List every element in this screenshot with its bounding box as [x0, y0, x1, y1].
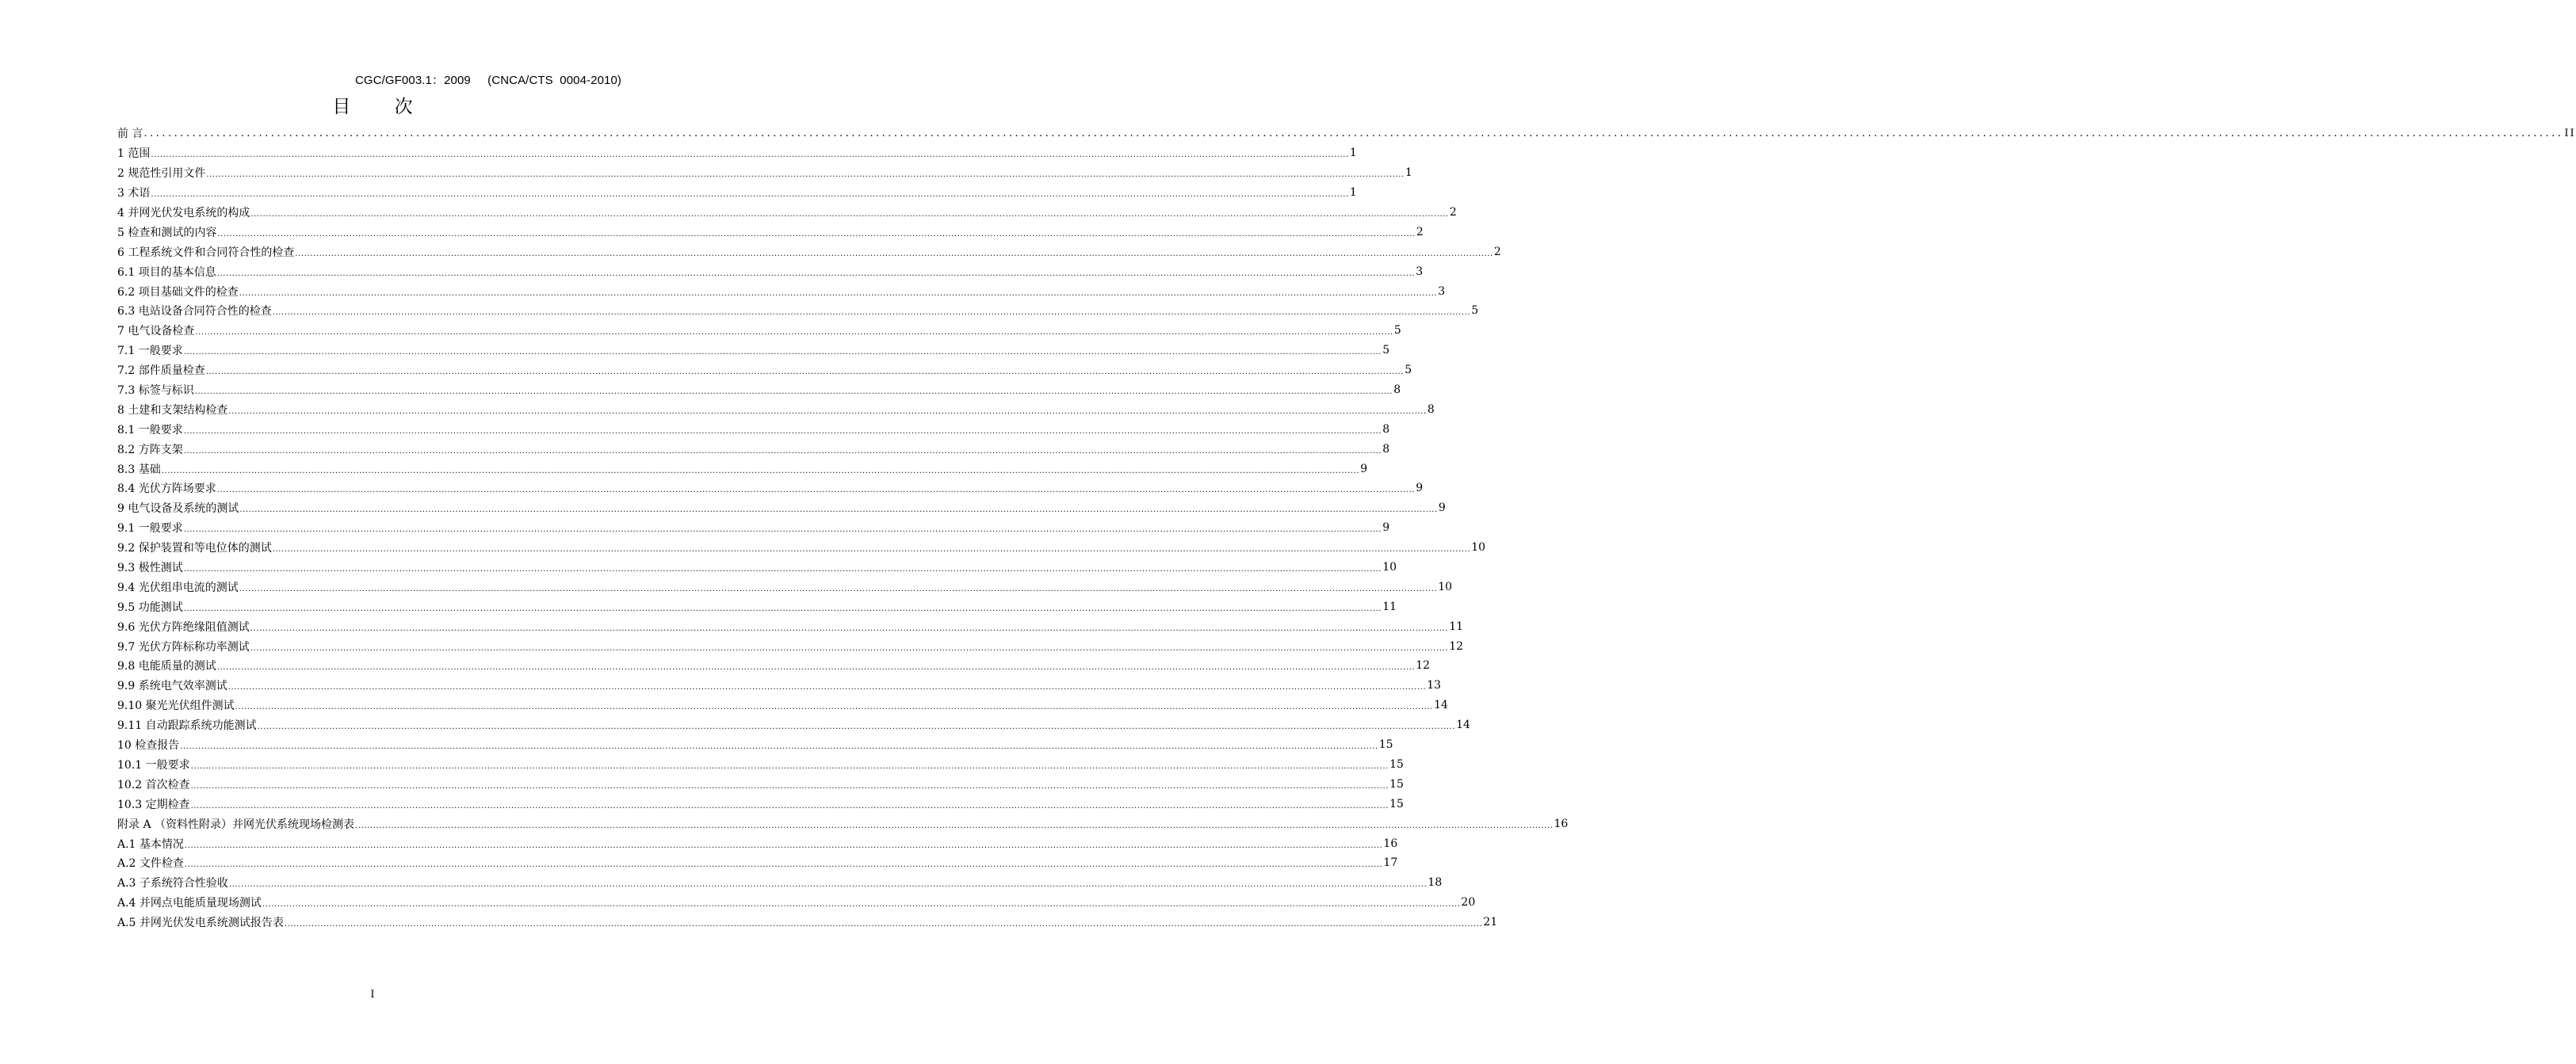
toc-entry-page: 5	[1393, 324, 1401, 338]
toc-entry-page: 2	[1449, 206, 1457, 219]
toc-entry-page: 14	[1456, 719, 1470, 732]
toc-leader-dots: ................................................................................................................................................................................................................................................................................................................................................................................................................	[183, 604, 1382, 613]
toc-leader-dots: ................................................................................................................................................................................................................................................................................................................................................................................................................	[190, 801, 1389, 810]
toc-leader-dots: ................................................................................................................................................................................................................................................................................................................................................................................................................	[184, 860, 1383, 870]
toc-leader-dots: ................................................................................................................................................................................................................................................................................................................................................................................................................	[216, 486, 1416, 495]
toc-entry-label: 2 规范性引用文件	[117, 167, 206, 181]
toc-entry-label: 9.5 功能测试	[117, 601, 183, 614]
toc-entry-page: 2	[1493, 245, 1501, 258]
toc-entry-page: 8	[1382, 442, 1390, 456]
toc-entry-page: 1	[1349, 147, 1357, 160]
toc-leader-dots: ................................................................................................................................................................................................................................................................................................................................................................................................................	[250, 210, 1449, 219]
toc-entry-page: 1	[1405, 166, 1412, 180]
document-code-header: CGC/GF003.1：2009 (CNCA/CTS 0004-2010)	[355, 74, 622, 87]
toc-entry-label: 6 工程系统文件和合同符合性的检查	[117, 246, 295, 259]
toc-entry-label: A.3 子系统符合性验收	[117, 877, 228, 890]
toc-leader-dots: ................................................................................................................................................................................................................................................................................................................................................................................................................	[194, 387, 1393, 397]
toc-leader-dots: ................................................................................................................................................................................................................................................................................................................................................................................................................	[206, 170, 1405, 180]
toc-entry[interactable]	[117, 558, 1397, 578]
toc-entry-page: 12	[1416, 659, 1431, 673]
toc-leader-dots: ................................................................................................................................................................................................................................................................................................................................................................................................................	[250, 643, 1449, 653]
toc-entry[interactable]	[117, 419, 1390, 439]
toc-leader-dots: ................................................................................................................................................................................................................................................................................................................................................................................................................	[239, 505, 1438, 515]
toc-leader-dots: ................................................................................................................................................................................................................................................................................................................................................................................................................	[195, 328, 1393, 338]
toc-entry-label: 9.9 系统电气效率测试	[117, 680, 227, 693]
toc-entry-label: 10 检查报告	[117, 739, 180, 753]
toc-entry[interactable]	[117, 321, 1401, 341]
toc-leader-dots: ................................................................................................................................................................................................................................................................................................................................................................................................................	[272, 308, 1471, 318]
toc-leader-dots: ................................................................................................................................................................................................................................................................................................................................................................................................................	[184, 841, 1383, 850]
toc-entry-label: 9.3 极性测试	[117, 562, 183, 575]
toc-entry-label: A.5 并网光伏发电系统测试报告表	[117, 917, 284, 930]
toc-entry-page: 3	[1416, 265, 1424, 278]
toc-entry[interactable]	[117, 794, 1404, 814]
toc-entry[interactable]	[117, 479, 1424, 498]
toc-entry[interactable]	[117, 459, 1368, 479]
toc-leader-dots: ................................................................................................................................................................................................................................................................................................................................................................................................................	[272, 545, 1471, 555]
toc-entry-label: 3 术语	[117, 187, 151, 200]
toc-entry[interactable]	[117, 774, 1404, 794]
toc-entry-page: 9	[1438, 501, 1446, 515]
toc-entry-label: 9.7 光伏方阵标称功率测试	[117, 640, 250, 654]
toc-entry-label: 8.3 基础	[117, 463, 161, 476]
toc-entry[interactable]	[117, 341, 1390, 360]
toc-entry-page: 16	[1383, 837, 1398, 850]
toc-entry-page: 8	[1393, 383, 1401, 397]
toc-entry-page: 17	[1383, 856, 1398, 870]
toc-entry[interactable]	[117, 696, 1448, 715]
toc-entry-page: 9	[1360, 462, 1368, 475]
toc-entry[interactable]	[117, 597, 1397, 616]
toc-entry-page: 2	[1416, 225, 1424, 238]
toc-entry[interactable]	[117, 893, 1476, 913]
toc-entry[interactable]	[117, 242, 1501, 261]
toc-leader-dots: ................................................................................................................................................................................................................................................................................................................................................................................................................	[183, 565, 1382, 574]
toc-entry-label: 10.2 首次检查	[117, 778, 190, 791]
toc-entry-label: 10.1 一般要求	[117, 758, 190, 772]
toc-entry-label: 8.2 方阵支架	[117, 443, 183, 456]
toc-entry-page: 11	[1382, 600, 1397, 613]
toc-leader-dots: ................................................................................................................................................................................................................................................................................................................................................................................................................	[183, 426, 1382, 436]
toc-entry-page: 16	[1554, 817, 1569, 830]
toc-entry-label: 7.3 标签与标识	[117, 384, 194, 398]
toc-leader-dots: ................................................................................................................................................................................................................................................................................................................................................................................................................	[216, 269, 1416, 278]
toc-entry[interactable]	[117, 814, 1569, 833]
toc-entry[interactable]	[117, 261, 1424, 281]
toc-entry-page: 10	[1382, 561, 1397, 574]
toc-entry-page: 15	[1389, 777, 1404, 791]
toc-leader-dots: ................................................................................................................................................................................................................................................................................................................................................................................................................	[143, 127, 2564, 139]
toc-leader-dots: ................................................................................................................................................................................................................................................................................................................................................................................................................	[183, 446, 1382, 456]
toc-entry-page: 9	[1416, 482, 1424, 495]
toc-entry-page: II	[2564, 127, 2576, 139]
toc-entry-label: 9.4 光伏组串电流的测试	[117, 581, 239, 594]
toc-entry[interactable]	[117, 203, 1457, 223]
toc-entry[interactable]	[117, 124, 2576, 143]
toc-leader-dots: ................................................................................................................................................................................................................................................................................................................................................................................................................	[228, 880, 1428, 890]
toc-entry-page: 20	[1461, 896, 1476, 910]
toc-entry-label: 7.2 部件质量检查	[117, 364, 205, 378]
toc-entry-page: 15	[1378, 738, 1393, 752]
toc-leader-dots: ................................................................................................................................................................................................................................................................................................................................................................................................................	[250, 624, 1449, 633]
toc-leader-dots: ................................................................................................................................................................................................................................................................................................................................................................................................................	[235, 703, 1434, 712]
toc-entry-page: 10	[1471, 541, 1486, 555]
toc-entry-page: 8	[1427, 402, 1435, 416]
toc-entry-label: 8 土建和支架结构检查	[117, 403, 228, 417]
toc-entry-label: 1 范围	[117, 147, 151, 161]
toc-entry-label: 9.10 聚光光伏组件测试	[117, 700, 235, 713]
toc-entry-page: 18	[1428, 876, 1443, 890]
toc-entry-page: 5	[1405, 364, 1412, 377]
toc-entry-label: 9.2 保护装置和等电位体的测试	[117, 542, 272, 555]
toc-entry-label: 4 并网光伏发电系统的构成	[117, 207, 250, 219]
toc-entry[interactable]	[117, 439, 1390, 459]
toc-entry[interactable]	[117, 518, 1390, 538]
toc-entry[interactable]	[117, 636, 1464, 656]
toc-entry-label: 前 言	[117, 128, 143, 141]
toc-leader-dots: ................................................................................................................................................................................................................................................................................................................................................................................................................	[180, 742, 1378, 752]
toc-entry[interactable]	[117, 715, 1470, 735]
toc-entry[interactable]	[117, 222, 1424, 242]
toc-leader-dots: ................................................................................................................................................................................................................................................................................................................................................................................................................	[284, 920, 1483, 929]
toc-entry-page: 9	[1382, 521, 1390, 535]
toc-title: 目 次	[332, 97, 432, 117]
toc-entry-label: A.2 文件检查	[117, 857, 184, 871]
toc-entry-label: 9.1 一般要求	[117, 522, 183, 536]
toc-entry[interactable]	[117, 301, 1479, 321]
toc-entry-page: 13	[1427, 679, 1442, 692]
toc-entry-page: 11	[1449, 620, 1464, 633]
toc-entry[interactable]	[117, 538, 1486, 558]
toc-leader-dots: ................................................................................................................................................................................................................................................................................................................................................................................................................	[205, 368, 1405, 377]
toc-entry-label: 8.1 一般要求	[117, 423, 183, 437]
toc-entry-label: 9.6 光伏方阵绝缘阻值测试	[117, 620, 250, 634]
toc-leader-dots: ................................................................................................................................................................................................................................................................................................................................................................................................................	[183, 525, 1382, 535]
toc-entry[interactable]	[117, 281, 1446, 301]
toc-entry[interactable]	[117, 577, 1453, 597]
toc-leader-dots: ................................................................................................................................................................................................................................................................................................................................................................................................................	[190, 761, 1389, 771]
toc-entry-page: 3	[1438, 284, 1446, 298]
toc-leader-dots: ................................................................................................................................................................................................................................................................................................................................................................................................................	[161, 466, 1360, 475]
toc-entry[interactable]	[117, 498, 1446, 518]
toc-entry-label: 6.3 电站设备合同符合性的检查	[117, 305, 272, 318]
toc-leader-dots: ................................................................................................................................................................................................................................................................................................................................................................................................................	[227, 683, 1427, 692]
toc-entry-label: 7.1 一般要求	[117, 345, 183, 358]
toc-entry-page: 15	[1389, 757, 1404, 771]
toc-leader-dots: ................................................................................................................................................................................................................................................................................................................................................................................................................	[151, 190, 1349, 200]
toc-leader-dots: ................................................................................................................................................................................................................................................................................................................................................................................................................	[257, 723, 1456, 732]
toc-leader-dots: ................................................................................................................................................................................................................................................................................................................................................................................................................	[216, 663, 1416, 673]
toc-leader-dots: ................................................................................................................................................................................................................................................................................................................................................................................................................	[239, 288, 1438, 298]
toc-entry-page: 5	[1471, 304, 1479, 318]
toc-entry-page: 5	[1382, 344, 1390, 357]
toc-entry-label: 10.3 定期检查	[117, 798, 190, 811]
toc-entry-label: 9.11 自动跟踪系统功能测试	[117, 719, 257, 733]
toc-entry-label: 附录 A （资料性附录）并网光伏系统现场检测表	[117, 818, 355, 831]
toc-entry-label: 9 电气设备及系统的测试	[117, 502, 239, 516]
toc-leader-dots: ................................................................................................................................................................................................................................................................................................................................................................................................................	[190, 781, 1389, 791]
toc-entry-page: 12	[1449, 639, 1464, 653]
toc-entry-label: 5 检查和测试的内容	[117, 226, 217, 239]
toc-entry[interactable]	[117, 755, 1404, 775]
toc-entry-page: 15	[1389, 797, 1404, 810]
toc-entry-page: 10	[1438, 580, 1453, 593]
toc-entry[interactable]	[117, 616, 1464, 636]
toc-entry[interactable]	[117, 143, 1357, 163]
toc-entry-label: 8.4 光伏方阵场要求	[117, 482, 216, 496]
toc-entry[interactable]	[117, 676, 1442, 696]
toc-leader-dots: ................................................................................................................................................................................................................................................................................................................................................................................................................	[355, 821, 1554, 830]
toc-entry[interactable]	[117, 913, 1498, 932]
toc-entry-label: 9.8 电能质量的测试	[117, 660, 216, 673]
toc-leader-dots: ................................................................................................................................................................................................................................................................................................................................................................................................................	[151, 151, 1349, 160]
page-number: I	[370, 989, 375, 1001]
toc-entry[interactable]	[117, 183, 1357, 203]
toc-leader-dots: ................................................................................................................................................................................................................................................................................................................................................................................................................	[262, 900, 1461, 910]
toc-entry-label: 6.1 项目的基本信息	[117, 265, 216, 279]
toc-leader-dots: ................................................................................................................................................................................................................................................................................................................................................................................................................	[295, 249, 1493, 258]
toc-entry[interactable]	[117, 735, 1393, 755]
toc-entry-label: 6.2 项目基础文件的检查	[117, 285, 239, 299]
toc-entry[interactable]	[117, 360, 1412, 380]
toc-entry-label: 7 电气设备检查	[117, 325, 195, 338]
toc-entry[interactable]	[117, 873, 1443, 893]
toc-leader-dots: ................................................................................................................................................................................................................................................................................................................................................................................................................	[217, 229, 1416, 238]
toc-entry-label: A.1 基本情况	[117, 837, 184, 851]
toc-leader-dots: ................................................................................................................................................................................................................................................................................................................................................................................................................	[239, 584, 1438, 593]
toc-entry-page: 14	[1434, 699, 1448, 712]
toc-leader-dots: ................................................................................................................................................................................................................................................................................................................................................................................................................	[183, 348, 1382, 357]
toc-entry-page: 8	[1382, 422, 1390, 436]
table-of-contents	[117, 124, 2576, 932]
toc-entry-page: 21	[1483, 916, 1498, 929]
toc-leader-dots: ................................................................................................................................................................................................................................................................................................................................................................................................................	[228, 406, 1427, 416]
toc-entry[interactable]	[117, 656, 1431, 676]
toc-entry[interactable]	[117, 853, 1398, 873]
toc-entry-page: 1	[1349, 186, 1357, 200]
toc-entry[interactable]	[117, 399, 1435, 419]
toc-entry[interactable]	[117, 833, 1398, 853]
toc-entry[interactable]	[117, 380, 1401, 400]
toc-entry[interactable]	[117, 163, 1412, 183]
toc-entry-label: A.4 并网点电能质量现场测试	[117, 897, 262, 910]
